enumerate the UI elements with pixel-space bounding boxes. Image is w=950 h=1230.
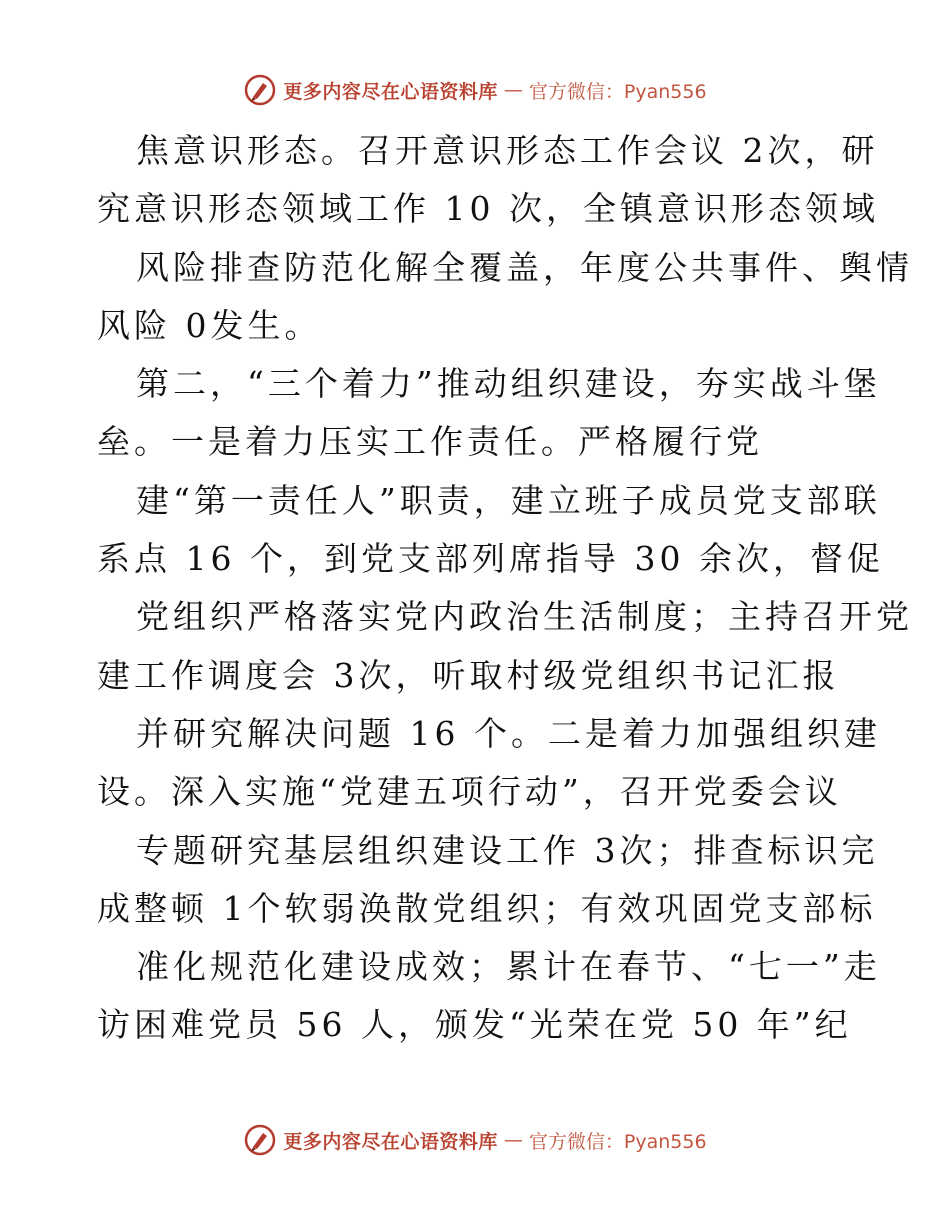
body-line: 并研究解决问题 16 个。二是着力加强组织建 <box>136 713 881 753</box>
watermark-footer <box>0 1120 950 1160</box>
watermark-dash: — <box>503 1129 523 1151</box>
body-line: 垒。一是着力压实工作责任。严格履行党 <box>97 422 763 462</box>
body-line: 风险排查防范化解全覆盖，年度公共事件、舆情 <box>136 247 913 287</box>
pen-logo-icon <box>243 73 277 107</box>
body-line: 建工作调度会 3次，听取村级党组织书记汇报 <box>97 655 840 695</box>
body-line: 风险 0发生。 <box>97 305 322 345</box>
body-line: 设。深入实施“党建五项行动”，召开党委会议 <box>97 772 842 812</box>
body-line: 党组织严格落实党内政治生活制度；主持召开党 <box>136 597 913 637</box>
document-body <box>0 122 950 1055</box>
body-line: 焦意识形态。召开意识形态工作会议 2次，研 <box>136 131 879 170</box>
body-line: 专题研究基层组织建设工作 3次；排查标识完 <box>136 830 879 870</box>
watermark-suffix-text: 官方微信：Pyan556 <box>528 80 707 103</box>
body-line: 究意识形态领域工作 10 次，全镇意识形态领域 <box>97 189 879 229</box>
watermark-suffix-text: 官方微信：Pyan556 <box>528 1130 707 1153</box>
body-line: 准化规范化建设成效；累计在春节、“七一”走 <box>136 947 881 987</box>
pen-logo-icon <box>243 1123 277 1157</box>
body-line: 系点 16 个，到党支部列席指导 30 余次，督促 <box>97 539 884 579</box>
watermark-main-text: 更多内容尽在心语资料库 <box>283 1130 498 1153</box>
body-line: 访困难党员 56 人，颁发“光荣在党 50 年”纪 <box>97 1005 852 1045</box>
watermark-dash: — <box>503 79 523 101</box>
body-line: 成整顿 1个软弱涣散党组织；有效巩固党支部标 <box>97 888 877 928</box>
watermark-main-text: 更多内容尽在心语资料库 <box>283 80 498 103</box>
watermark-header <box>0 70 950 110</box>
body-line: 建“第一责任人”职责，建立班子成员党支部联 <box>136 480 881 520</box>
body-line: 第二，“三个着力”推动组织建设，夯实战斗堡 <box>136 364 881 404</box>
